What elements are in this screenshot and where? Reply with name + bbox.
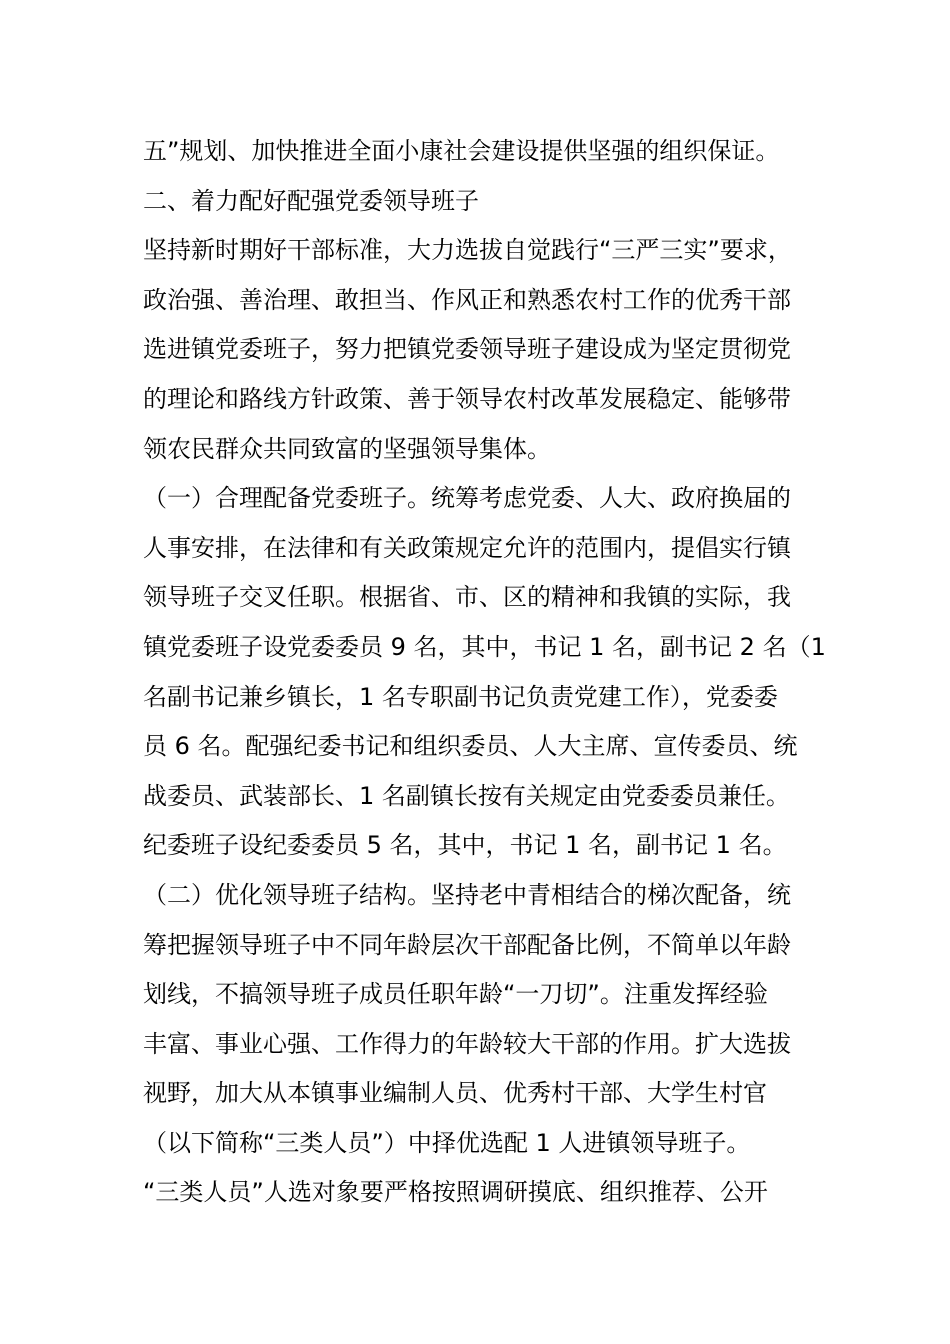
text-line: （一）合理配备党委班子。统筹考虑党委、人大、政府换届的 (143, 484, 791, 513)
text-line: 划线，不搞领导班子成员任职年龄“一刀切”。注重发挥经验 (143, 980, 768, 1009)
text-line: 丰富、事业心强、工作得力的年龄较大干部的作用。扩大选拔 (143, 1029, 791, 1058)
text-line: 视野，加大从本镇事业编制人员、优秀村干部、大学生村官 (143, 1079, 767, 1108)
section-heading: 二、着力配好配强党委领导班子 (143, 186, 479, 215)
text-line: 战委员、武装部长、1 名副镇长按有关规定由党委委员兼任。 (143, 781, 790, 810)
text-line: 员 6 名。配强纪委书记和组织委员、人大主席、宣传委员、统 (143, 732, 798, 761)
document-body (143, 127, 826, 1218)
text-line: 领导班子交叉任职。根据省、市、区的精神和我镇的实际，我 (143, 583, 791, 612)
text-line: （二）优化领导班子结构。坚持老中青相结合的梯次配备，统 (143, 880, 791, 909)
text-line: 筹把握领导班子中不同年龄层次干部配备比例，不简单以年龄 (143, 930, 791, 959)
text-line: 镇党委班子设党委委员 9 名，其中，书记 1 名，副书记 2 名（1 (143, 632, 826, 661)
text-line: 五”规划、加快推进全面小康社会建设提供坚强的组织保证。 (143, 137, 780, 165)
text-line: 人事安排，在法律和有关政策规定允许的范围内，提倡实行镇 (143, 533, 791, 562)
text-line: 名副书记兼乡镇长，1 名专职副书记负责党建工作），党委委 (143, 682, 778, 711)
text-line: 的理论和路线方针政策、善于领导农村改革发展稳定、能够带 (143, 384, 791, 413)
text-line: （以下简称“三类人员”）中择优选配 1 人进镇领导班子。 (143, 1128, 751, 1157)
text-line: 选进镇党委班子，努力把镇党委领导班子建设成为坚定贯彻党 (143, 335, 791, 364)
text-line: “三类人员”人选对象要严格按照调研摸底、组织推荐、公开 (143, 1178, 768, 1207)
text-line: 领农民群众共同致富的坚强领导集体。 (143, 434, 551, 463)
text-line: 坚持新时期好干部标准，大力选拔自觉践行“三严三实”要求， (143, 236, 792, 265)
text-line: 纪委班子设纪委委员 5 名，其中，书记 1 名，副书记 1 名。 (143, 831, 787, 860)
text-line: 政治强、善治理、敢担当、作风正和熟悉农村工作的优秀干部 (143, 285, 791, 314)
